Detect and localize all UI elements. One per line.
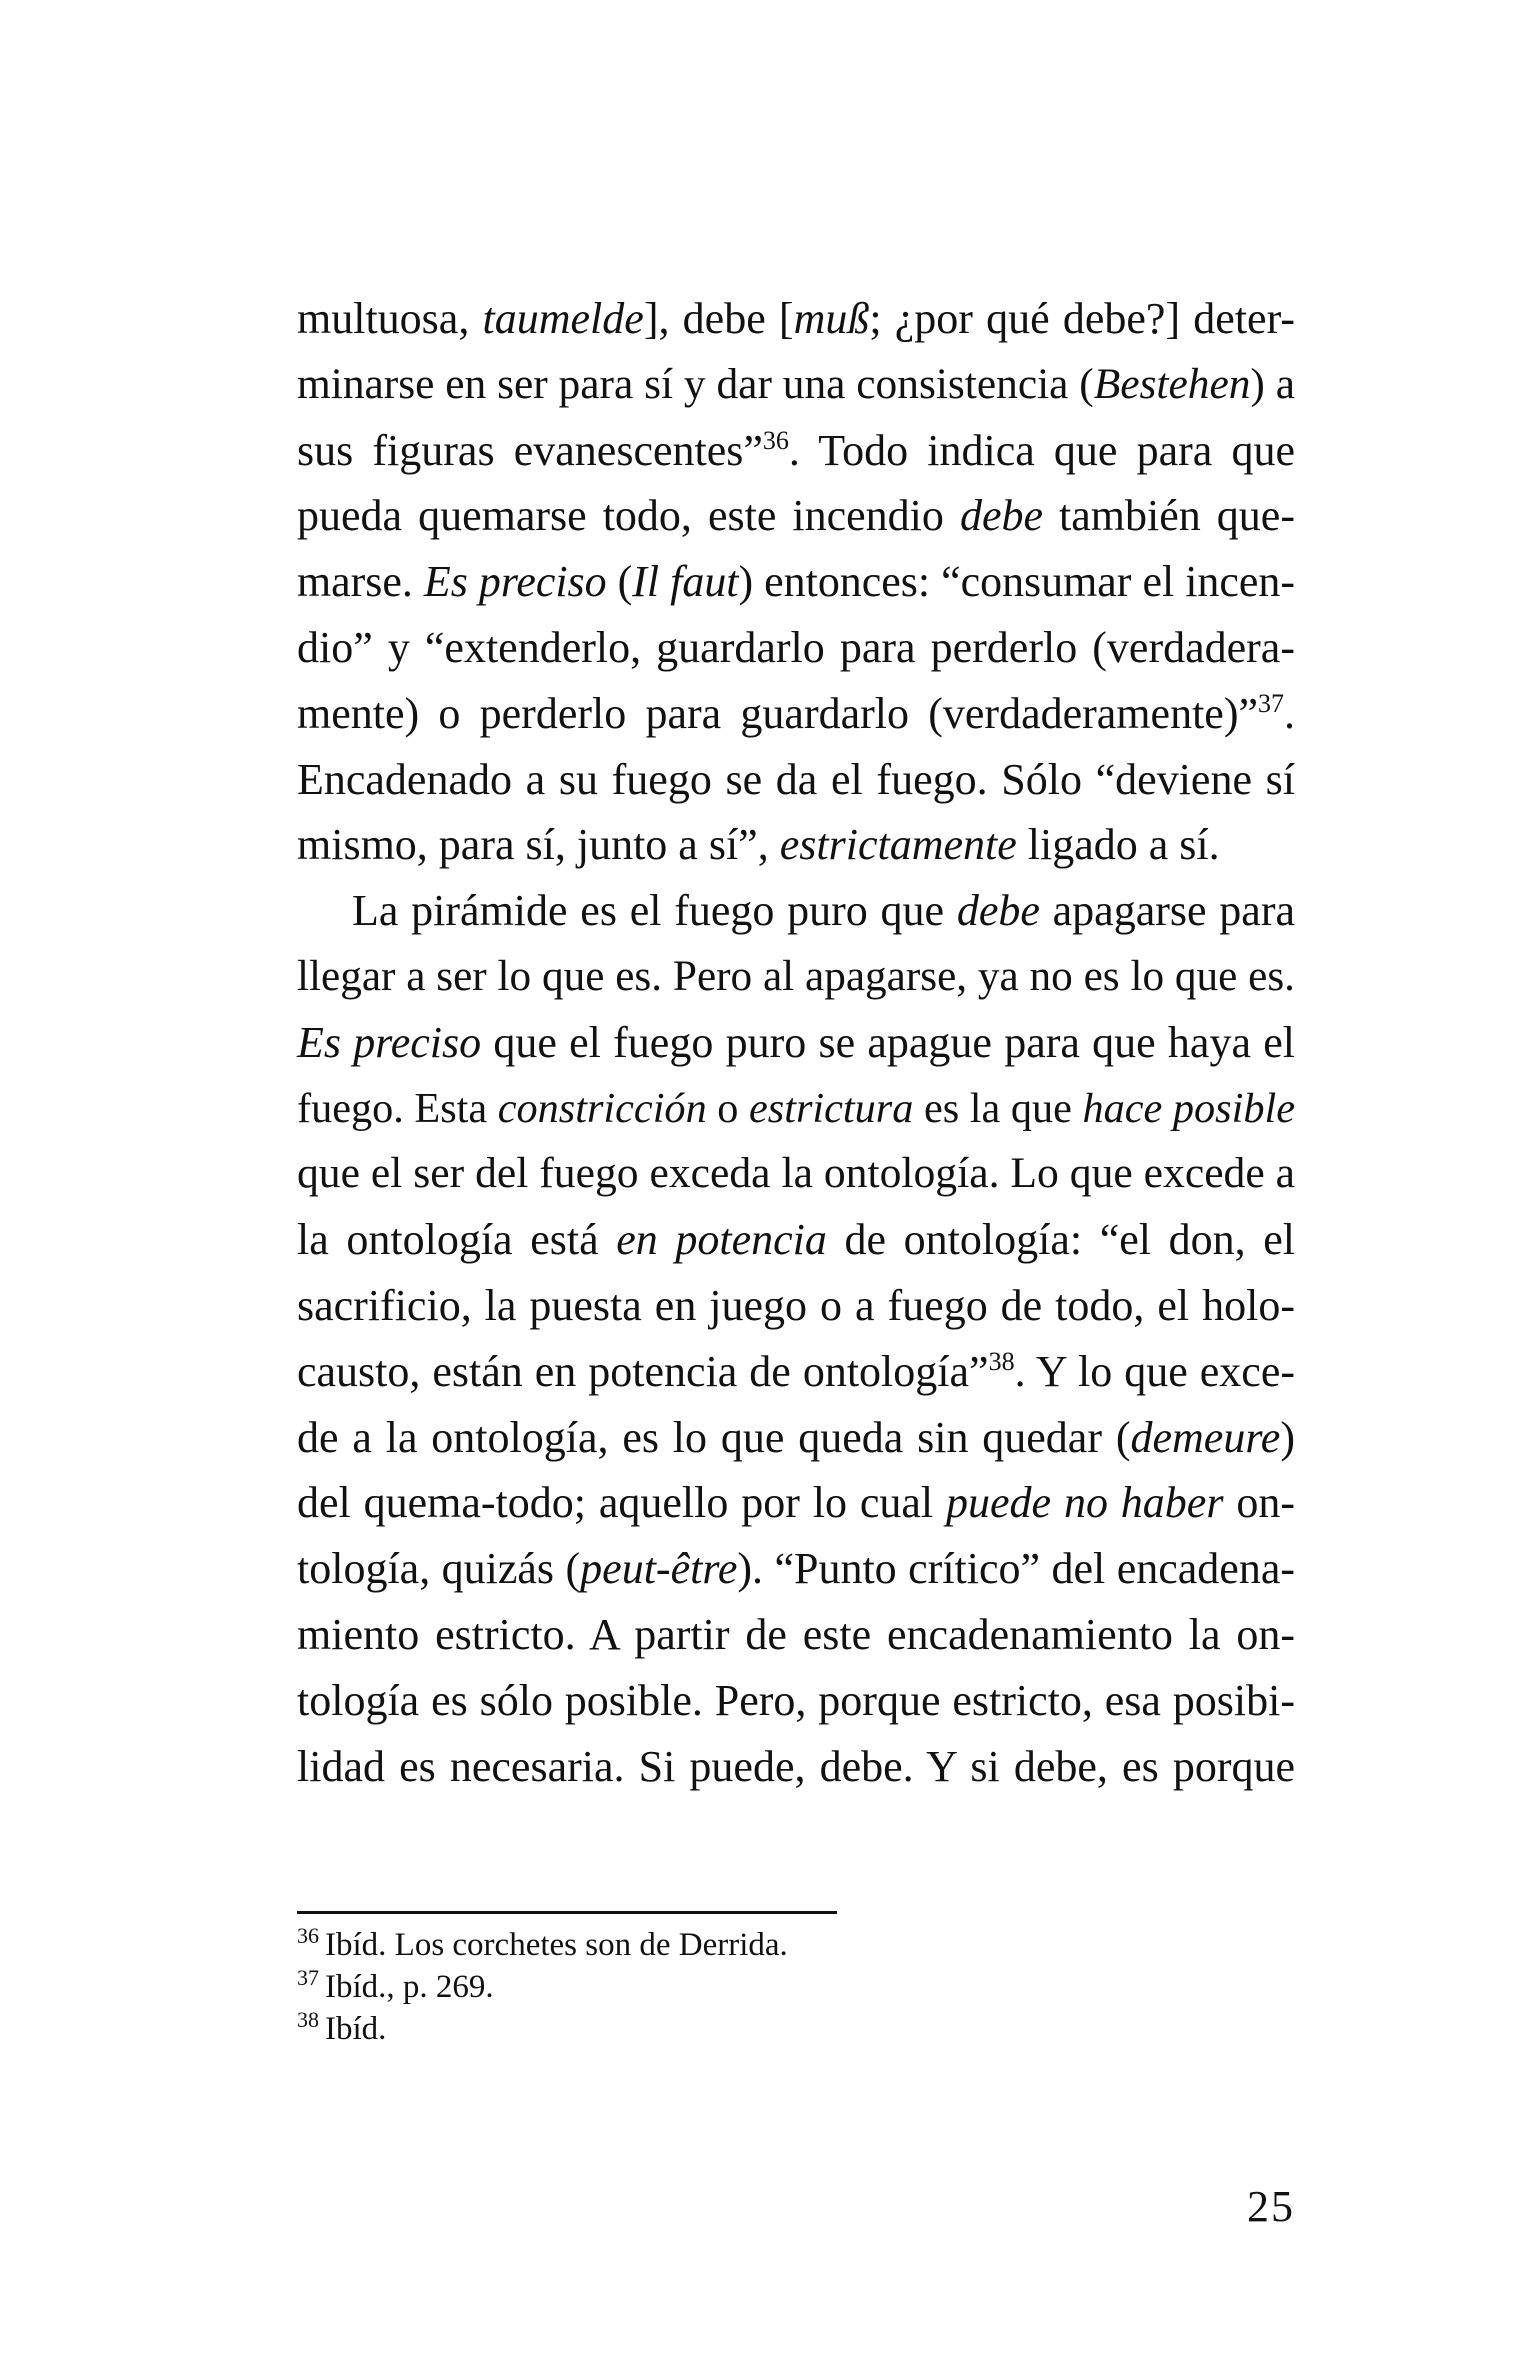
text-segment: o [706,1084,750,1132]
text-line [297,878,1295,944]
footnote-item [297,1924,1295,1966]
text-segment: miento estricto. A partir de este encadenamiento la on- [297,1609,1295,1659]
text-segment: on- [1223,1478,1295,1528]
text-line [297,615,1295,681]
text-segment: que el fuego puro se apague para que haya el [481,1017,1295,1067]
text-segment: sus figuras evanescentes” [297,425,763,475]
text-line [297,1602,1295,1668]
text-segment: sacrificio, la puesta en juego o a fuego de todo, el holo- [297,1280,1295,1330]
text-segment: fuego. Esta [297,1084,498,1132]
text-line [297,1339,1295,1405]
text-segment: marse. [297,557,424,607]
footnote-item [297,1966,1295,2008]
text-segment: Encadenado a su fuego se da el fuego. Sólo “deviene sí [297,754,1295,804]
italic-text: peut-être [580,1544,738,1594]
italic-text: puede no haber [946,1478,1224,1528]
text-segment: ) a [1250,359,1296,408]
text-line [297,286,1295,352]
text-line [297,1207,1295,1273]
text-line [297,812,1295,878]
italic-text: taumelde [482,294,644,343]
text-line [297,549,1295,615]
text-segment: tología, quizás ( [297,1544,581,1594]
text-line [297,1536,1295,1602]
text-segment: dio” y “extenderlo, guardarlo para perderlo (verdadera- [297,622,1295,672]
footnote-separator [297,1911,837,1914]
footnote-text: Ibíd., p. 269. [325,1969,494,2005]
text-line [297,1010,1295,1076]
text-segment: de a la ontología, es lo que queda sin quedar ( [297,1412,1131,1462]
footnote-text: Ibíd. [325,2011,387,2047]
text-segment: La pirámide es el fuego puro que [352,886,957,936]
text-line [297,1405,1295,1471]
text-segment: la ontología está [297,1215,617,1265]
text-segment: ; ¿por qué debe?] deter- [869,294,1296,343]
text-segment: . Y lo que exce- [1014,1346,1295,1396]
text-segment: multuosa, [297,294,483,343]
italic-text: debe [959,491,1044,541]
text-segment: causto, están en potencia de ontología” [297,1346,989,1396]
footnote-reference: 38 [988,1346,1015,1376]
italic-text: constricción [497,1084,707,1132]
text-segment: ) entonces: “consumar el incen- [738,557,1295,607]
text-segment: minarse en ser para sí y dar una consistencia ( [297,359,1094,408]
text-segment: que el ser del fuego exceda la ontología. Lo que excede a [297,1149,1295,1198]
italic-text: estrictamente [779,820,1017,870]
text-line [297,1470,1295,1536]
text-segment: . [1284,688,1295,738]
italic-text: debe [956,886,1040,936]
text-segment: de ontología: “el don, el [826,1215,1295,1265]
italic-text: demeure [1130,1412,1281,1462]
text-segment: ). “Punto crítico” del encadena- [737,1544,1296,1594]
italic-text: Es preciso [297,1017,482,1067]
text-line [297,944,1295,1010]
text-line [297,1734,1295,1800]
text-segment: ) [1280,1412,1295,1462]
text-line [297,352,1295,418]
text-line [297,747,1295,813]
text-line [297,1141,1295,1207]
text-segment: apagarse para [1039,886,1295,936]
footnote-number: 36 [297,1923,319,1948]
footnote-item [297,2008,1295,2050]
text-segment: . Todo indica que para que [788,425,1295,475]
italic-text: Es preciso [423,557,607,607]
italic-text: estrictura [749,1084,914,1132]
page-number: 25 [1247,2182,1295,2231]
text-segment: es la que [913,1084,1083,1132]
text-segment: lidad es necesaria. Si puede, debe. Y si debe, es porque [297,1741,1295,1791]
footnote-reference: 36 [762,425,789,455]
text-segment: tología es sólo posible. Pero, porque estricto, esa posibi- [297,1675,1295,1725]
text-segment: llegar a ser lo que es. Pero al apagarse, ya no es lo que es. [297,951,1295,1000]
text-line [297,1273,1295,1339]
text-segment: ( [606,557,633,607]
text-line [297,418,1295,484]
text-segment: también que- [1043,491,1295,541]
text-line [297,681,1295,747]
text-segment: ligado a sí. [1016,820,1220,870]
italic-text: hace posible [1082,1084,1295,1132]
footnote-number: 37 [297,1965,319,1990]
italic-text: en potencia [616,1215,827,1265]
footnote-number: 38 [297,2007,319,2032]
text-segment: del quema-todo; aquello por lo cual [297,1478,947,1528]
footnote-reference: 37 [1258,688,1284,718]
italic-text: Bestehen [1093,359,1251,408]
footnotes [297,1924,1295,2050]
text-segment: pueda quemarse todo, este incendio [297,491,960,541]
body-text [297,286,1295,1799]
italic-text: muß [793,294,870,343]
text-line [297,1076,1295,1142]
text-line [297,483,1295,549]
footnote-text: Ibíd. Los corchetes son de Derrida. [325,1927,788,1963]
text-segment: ], debe [ [643,294,794,343]
italic-text: Il faut [632,557,739,607]
text-segment: mente) o perderlo para guardarlo (verdaderamente)” [297,688,1258,738]
text-segment: mismo, para sí, junto a sí”, [297,820,780,870]
text-line [297,1668,1295,1734]
